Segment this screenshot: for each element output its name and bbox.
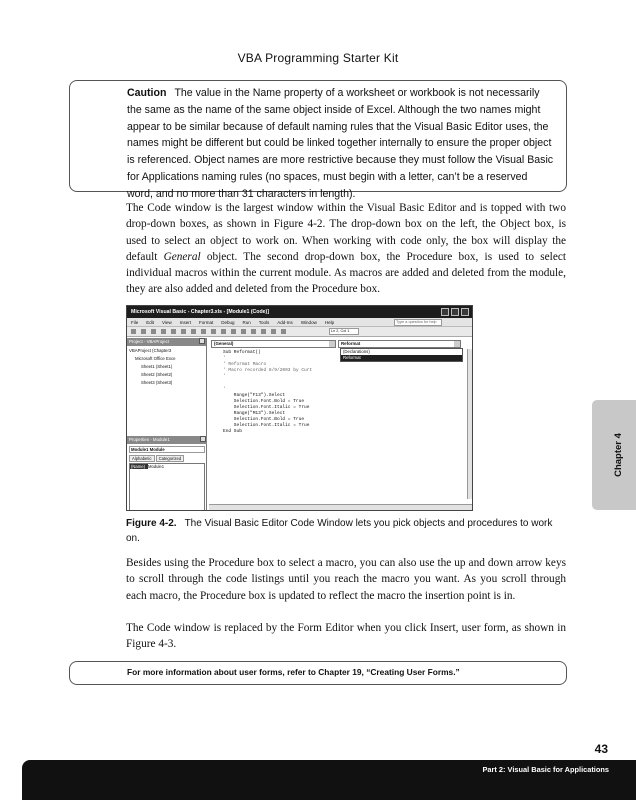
paragraph-text: The Code window is the largest window within the Visual Basic Editor and is topped with two drop-down boxes, as shown in Figure 4-2. The drop-down box on the left, the Object box, is used to select an object to work on. When working with code only, the box will display the default [126, 202, 566, 263]
footer-text: Part 2: Visual Basic for Applications [482, 765, 609, 774]
page-number: 43 [594, 742, 608, 756]
toolbar [127, 327, 472, 337]
toolbar-icon [271, 329, 276, 334]
toolbar-icon [191, 329, 196, 334]
toolbar-icon [251, 329, 256, 334]
figure-caption-text: The Visual Basic Editor Code Window lets you pick objects and procedures to work on. [126, 518, 553, 544]
procedure-box [338, 340, 461, 348]
menu-bar [127, 318, 472, 327]
vertical-scrollbar [467, 349, 473, 499]
toolbar-icon [131, 329, 136, 334]
menu-debug: Debug [221, 320, 235, 325]
menu-help: Help [324, 320, 335, 325]
menu-insert: Insert [179, 320, 191, 325]
chevron-down-icon [329, 341, 335, 347]
properties-pane-header [127, 436, 207, 444]
menu-format: Format [198, 320, 214, 325]
maximize-icon [451, 308, 459, 316]
toolbar-icon [181, 329, 186, 334]
menu-file: File [131, 320, 139, 325]
horizontal-scrollbar [209, 504, 473, 511]
properties-object-select: Module1 Module [129, 446, 205, 453]
property-grid [129, 463, 205, 511]
cursor-position: Ln 2, Col 1 [329, 328, 359, 335]
code-line: Range("F13").Select [223, 392, 286, 398]
object-box-value: (General) [214, 341, 234, 346]
chapter-tab-label: Chapter 4 [613, 433, 624, 477]
toolbar-icon [281, 329, 286, 334]
dropdown-item-selected: Reformat [341, 355, 462, 361]
code-listing [209, 349, 473, 436]
toolbar-icon [151, 329, 156, 334]
menu-tools: Tools [258, 320, 270, 325]
help-search-box: Type a question for help [394, 319, 442, 326]
procedure-dropdown-list [340, 348, 463, 362]
toolbar-icon [221, 329, 226, 334]
code-line: ' [223, 386, 226, 392]
chevron-down-icon [454, 341, 460, 347]
toolbar-icon [201, 329, 206, 334]
paragraph-procedure-box: Besides using the Procedure box to select a macro, you can also use the up and down arrow keys to scroll through the code listings until you reach the macro you want. As you scroll through each macro, the Procedure box is updated to reflect the macro the insertion point is in. [126, 557, 566, 602]
tree-item: VBAProject (Chapter3 [129, 348, 172, 353]
figure-label: Figure 4-2. [126, 518, 177, 529]
code-line: Selection.Font.Bold = True [223, 398, 305, 404]
toolbar-icon [211, 329, 216, 334]
figure-caption [126, 516, 566, 546]
code-line: Selection.Font.Italic = True [223, 423, 310, 429]
minimize-icon [441, 308, 449, 316]
toolbar-icon [171, 329, 176, 334]
tree-item: Sheet1 (Sheet1) [141, 364, 173, 369]
code-line: ' Reformat Macro [223, 362, 267, 368]
dropdown-item: (Declarations) [343, 349, 370, 354]
toolbar-icon [141, 329, 146, 334]
left-pane [127, 338, 207, 511]
procedure-box-value: Reformat [341, 341, 361, 346]
toolbar-icon [231, 329, 236, 334]
code-line: ' Macro recorded 8/9/2003 by Curt [223, 368, 313, 374]
menu-view: View [162, 320, 172, 325]
footer-bar [22, 760, 636, 800]
tab-alphabetic: Alphabetic [129, 455, 155, 462]
toolbar-icon [261, 329, 266, 334]
code-line: ' [223, 374, 226, 380]
close-icon [199, 338, 205, 344]
close-icon [200, 436, 206, 442]
project-tree [127, 346, 206, 403]
code-line: Selection.Font.Bold = True [223, 417, 305, 423]
menu-window: Window [300, 320, 317, 325]
chapter-tab [592, 400, 636, 510]
menu-run: Run [242, 320, 251, 325]
code-line: Range("M13").Select [223, 410, 286, 416]
window-title: Microsoft Visual Basic - Chapter3.xls - [Module1 (Code)] [131, 309, 269, 315]
code-window [209, 338, 473, 511]
tab-categorized: Categorized [156, 455, 185, 462]
toolbar-icon [241, 329, 246, 334]
object-box [211, 340, 336, 348]
caution-box [69, 80, 567, 200]
paragraph-code-window [126, 200, 566, 298]
code-line: Selection.Font.Italic = True [223, 404, 310, 410]
paragraph-text-continued: object. The second drop-down box, the Procedure box, is used to select individual macros within the current module. As macros are added and deleted from the module, they are also added and deleted from the Procedure box. [126, 250, 566, 296]
caution-label: Caution [127, 87, 167, 99]
emphasis-general: General [163, 250, 201, 263]
tree-item: Microsoft Office Exce [135, 356, 176, 361]
code-line: ' [223, 356, 226, 362]
code-line: Sub Reformat() [223, 350, 261, 355]
close-icon [461, 308, 469, 316]
running-head: VBA Programming Starter Kit [237, 51, 399, 65]
caution-text: The value in the Name property of a worksheet or workbook is not necessarily the same as the name of the same object inside of Excel. Although the two names might appear to be similar because of default naming rules that the Visual Basic Editor uses, the names might be different but could be linked together internally to ensure the proper object is referenced. Object names are more restrictive because they must follow the Visual Basic for Applications naming rules (no spaces, must begin with a letter, can’t be a reserved word, and no more than 31 characters in length). [127, 87, 554, 200]
vba-editor-screenshot [126, 305, 473, 511]
project-pane-header [127, 338, 206, 346]
property-name: (Name) [130, 464, 148, 469]
property-value: Module1 [148, 464, 165, 469]
toolbar-icon [161, 329, 166, 334]
note-box: For more information about user forms, refer to Chapter 19, “Creating User Forms.” [69, 661, 567, 685]
tree-item: Sheet2 (Sheet2) [141, 372, 173, 377]
window-title-bar [127, 306, 472, 318]
project-pane-title: Project - VBAProject [129, 339, 170, 344]
tree-item: Sheet3 (Sheet3) [141, 380, 173, 385]
paragraph-form-editor: The Code window is replaced by the Form Editor when you click Insert, user form, as shown in Figure 4-3. [126, 622, 566, 651]
properties-pane [127, 436, 207, 511]
code-line: End Sub [223, 429, 242, 435]
properties-pane-title: Properties - Module1 [129, 437, 170, 442]
menu-add-ins: Add-Ins [277, 320, 293, 325]
menu-edit: Edit [146, 320, 155, 325]
